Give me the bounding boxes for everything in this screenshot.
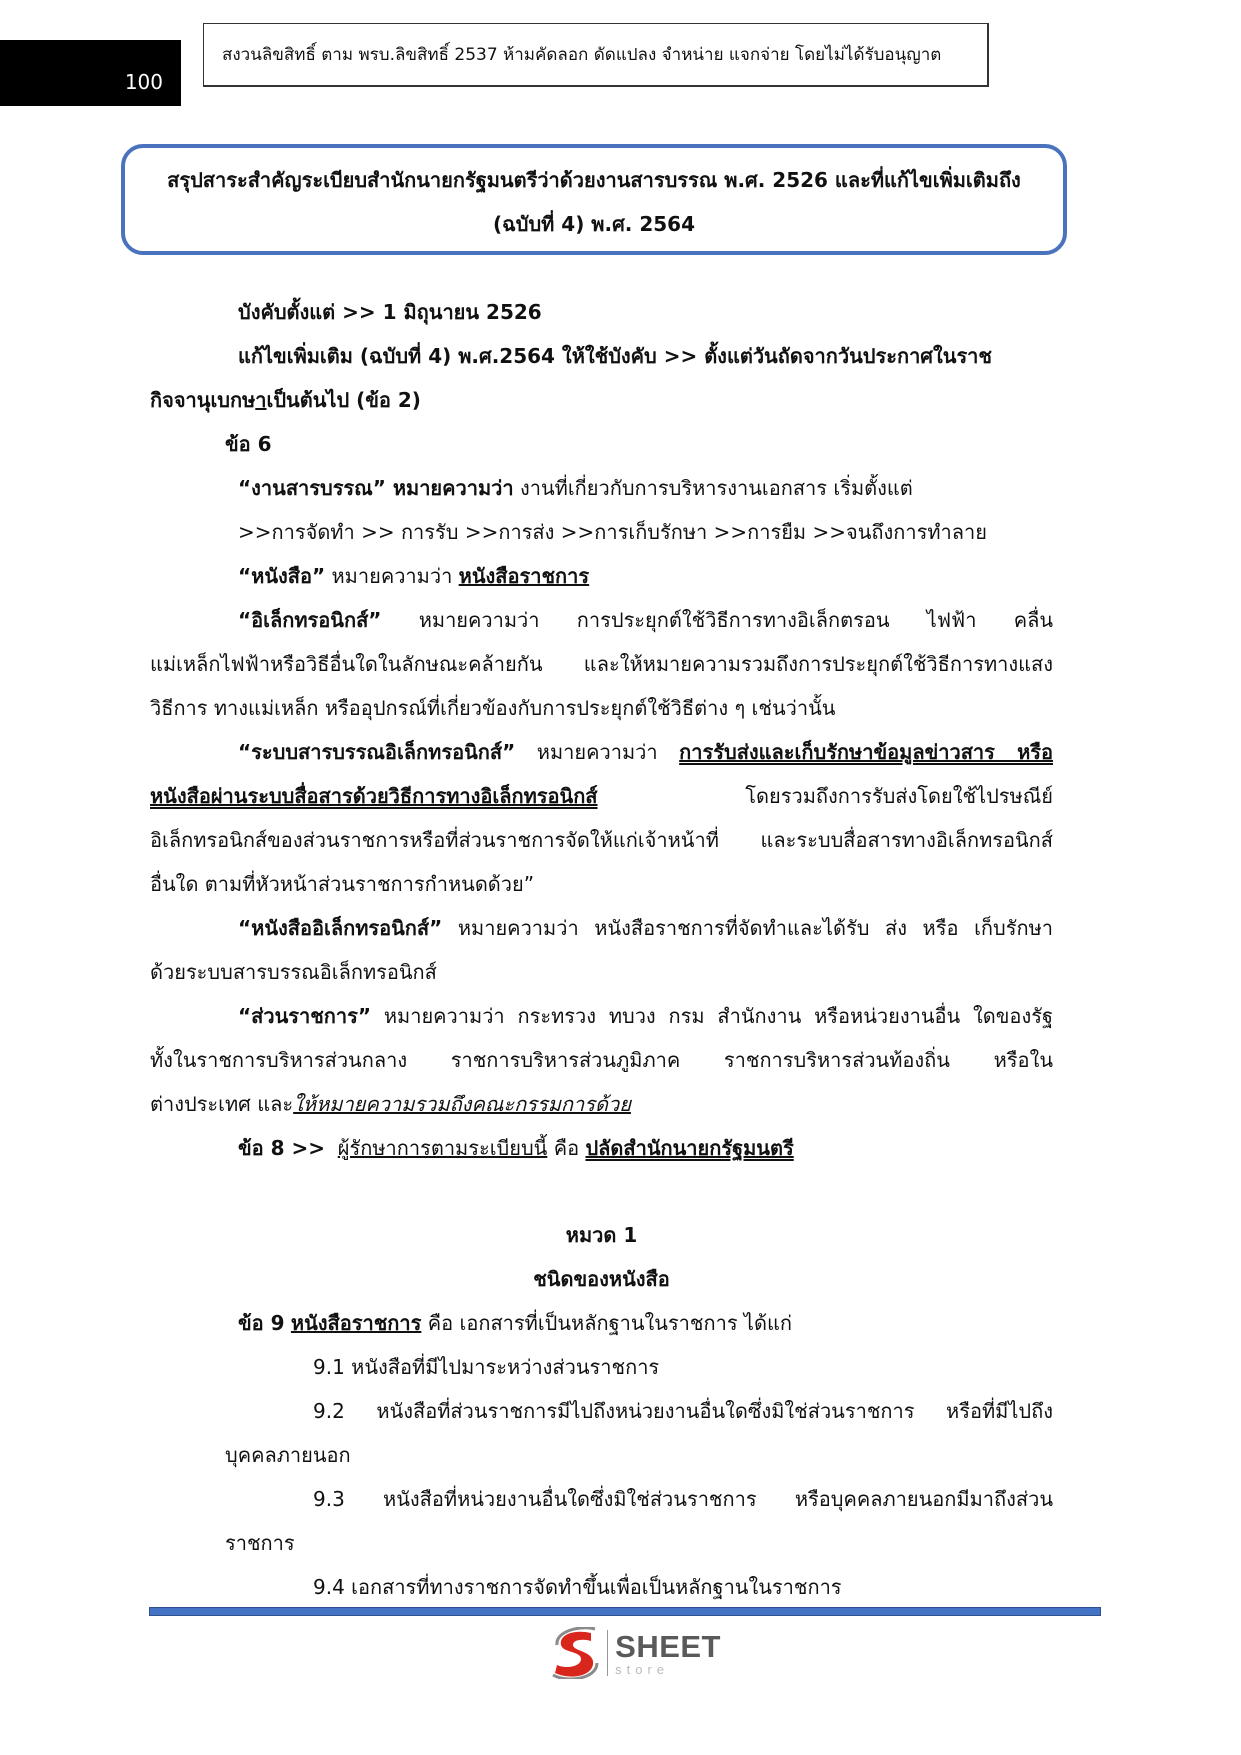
section-term: ผู้รักษาการตามระเบียบนี้ [337,1136,548,1160]
definition-electronic-l3: วิธีการ ทางแม่เหล็ก หรืออุปกรณ์ที่เกี่ยวข้องกับการประยุกต์ใช้วิธีต่าง ๆ เช่นว่านั้น [150,696,836,720]
definition-value: การรับส่งและเก็บรักษาข้อมูลข่าวสาร หรือ [679,740,1054,764]
sheet-store-logo [551,1624,721,1682]
definition-agency-l1 [150,1001,1053,1031]
definition-text: โดยรวมถึงการรับส่งโดยใช้ไปรษณีย์ [597,784,1053,808]
definition-electronic-l2: แม่เหล็กไฟฟ้าหรือวิธีอื่นใดในลักษณะคล้ายกัน และให้หมายความรวมถึงการประยุกต์ใช้วิธีการทางแสง [150,652,1053,676]
page-number-block [0,40,181,106]
definition-text: หมายความว่า หนังสือราชการที่จัดทำและได้รับ ส่ง หรือ เก็บรักษา [442,916,1053,940]
document-title-line2: (ฉบับที่ 4) พ.ศ. 2564 [492,212,696,236]
amendment-line-1: แก้ไขเพิ่มเติม (ฉบับที่ 4) พ.ศ.2564 ให้ใช้บังคับ >> ตั้งแต่วันถัดจากวันประกาศในราช [238,344,992,368]
list-item: 9.3 หนังสือที่หน่วยงานอื่นใดซึ่งมิใช่ส่วนราชการ หรือบุคคลภายนอกมีมาถึงส่วน [313,1487,1053,1511]
definition-term: “ระบบสารบรรณอิเล็กทรอนิกส์” [238,740,516,764]
logo-word: SHEET [615,1628,721,1664]
section-value: ปลัดสำนักนายกรัฐมนตรี [585,1136,794,1160]
logo-subword: store [615,1661,670,1677]
list-item-continuation: ราชการ [225,1531,295,1555]
document-title-line1: สรุปสาระสำคัญระเบียบสำนักนายกรัฐมนตรีว่าด้วยงานสารบรรณ พ.ศ. 2526 และที่แก้ไขเพิ่มเติมถึง [167,168,1021,192]
list-item: 9.4 เอกสารที่ทางราชการจัดทำขึ้นเพื่อเป็นหลักฐานในราชการ [313,1575,842,1599]
definition-value: ให้หมายความรวมถึงคณะกรรมการด้วย [293,1092,631,1116]
list-item: 9.2 หนังสือที่ส่วนราชการมีไปถึงหน่วยงานอื่นใดซึ่งมิใช่ส่วนราชการ หรือที่มีไปถึง [313,1399,1053,1423]
underlined-fragment: า [255,388,267,412]
definition-value: หนังสือผ่านระบบสื่อสารด้วยวิธีการทางอิเล็กทรอนิกส์ [150,784,598,808]
section-9 [150,1308,1053,1338]
definition-esaraban-l4: อื่นใด ตามที่หัวหน้าส่วนราชการกำหนดด้วย” [150,872,535,896]
section-label: ข้อ 8 >> [238,1136,326,1160]
section-6-heading: ข้อ 6 [225,432,272,456]
definition-ebook-l2: ด้วยระบบสารบรรณอิเล็กทรอนิกส์ [150,960,437,984]
section-text: คือ เอกสารที่เป็นหลักฐานในราชการ ได้แก่ [421,1311,792,1335]
section-8 [150,1133,1053,1163]
chapter-heading: หมวด 1 [565,1223,638,1247]
text-fragment: กิจจานุเบกษ [150,388,256,412]
amendment-line-2 [150,385,1053,415]
chapter-subheading: ชนิดของหนังสือ [533,1267,670,1291]
definition-esaraban-l1 [150,737,1053,767]
logo-wordmark [615,1628,721,1677]
definition-term: “อิเล็กทรอนิกส์” [238,608,382,632]
definition-term: “งานสารบรรณ” หมายความว่า [238,476,514,500]
document-title-box [121,144,1067,255]
page-number: 100 [124,70,163,94]
copyright-notice: สงวนลิขสิทธิ์ ตาม พรบ.ลิขสิทธิ์ 2537 ห้ามคัดลอก ดัดแปลง จำหน่าย แจกจ่าย โดยไม่ได้รับอนุญาต [222,45,942,65]
list-item-continuation: บุคคลภายนอก [225,1443,351,1467]
definition-term: “หนังสืออิเล็กทรอนิกส์” [238,916,443,940]
list-item: 9.1 หนังสือที่มีไปมาระหว่างส่วนราชการ [313,1355,660,1379]
definition-esaraban-l2 [150,781,1053,811]
footer-rule [149,1607,1101,1616]
definition-saraban [150,473,1053,503]
section-label: ข้อ 9 [238,1311,285,1335]
definition-text: หมายความว่า กระทรวง ทบวง กรม สำนักงาน หรือหน่วยงานอื่น ใดของรัฐ [371,1004,1053,1028]
definition-text: งานที่เกี่ยวกับการบริหารงานเอกสาร เริ่มตั้งแต่ [513,476,913,500]
definition-term: “หนังสือ” [238,564,326,588]
section-term: หนังสือราชการ [290,1311,422,1335]
definition-esaraban-l3: อิเล็กทรอนิกส์ของส่วนราชการหรือที่ส่วนราชการจัดให้แก่เจ้าหน้าที่ และระบบสื่อสารทางอิเล็กทรอนิกส์ [150,828,1053,852]
definition-agency-l2: ทั้งในราชการบริหารส่วนกลาง ราชการบริหารส่วนภูมิภาค ราชการบริหารส่วนท้องถิ่น หรือใน [150,1048,1053,1072]
definition-ebook-l1 [150,913,1053,943]
definition-saraban-steps: >>การจัดทำ >> การรับ >>การส่ง >>การเก็บรักษา >>การยืม >>จนถึงการทำลาย [238,520,987,544]
definition-text: หมายความว่า [515,740,680,764]
text-fragment: เป็นต้นไป (ข้อ 2) [266,388,421,412]
definition-text: หมายความว่า [325,564,459,588]
effective-date: บังคับตั้งแต่ >> 1 มิถุนายน 2526 [238,300,542,324]
section-text: คือ [547,1136,586,1160]
definition-electronic-l1 [150,605,1053,635]
definition-nangsue [150,561,1053,591]
definition-agency-l3 [150,1089,1053,1119]
definition-value: หนังสือราชการ [458,564,590,588]
definition-term: “ส่วนราชการ” [238,1004,372,1028]
definition-text: ต่างประเทศ และ [150,1092,294,1116]
sheet-store-s-icon [551,1627,601,1679]
definition-text: หมายความว่า การประยุกต์ใช้วิธีการทางอิเล็กตรอน ไฟฟ้า คลื่น [381,608,1053,632]
copyright-notice-box [203,23,989,87]
